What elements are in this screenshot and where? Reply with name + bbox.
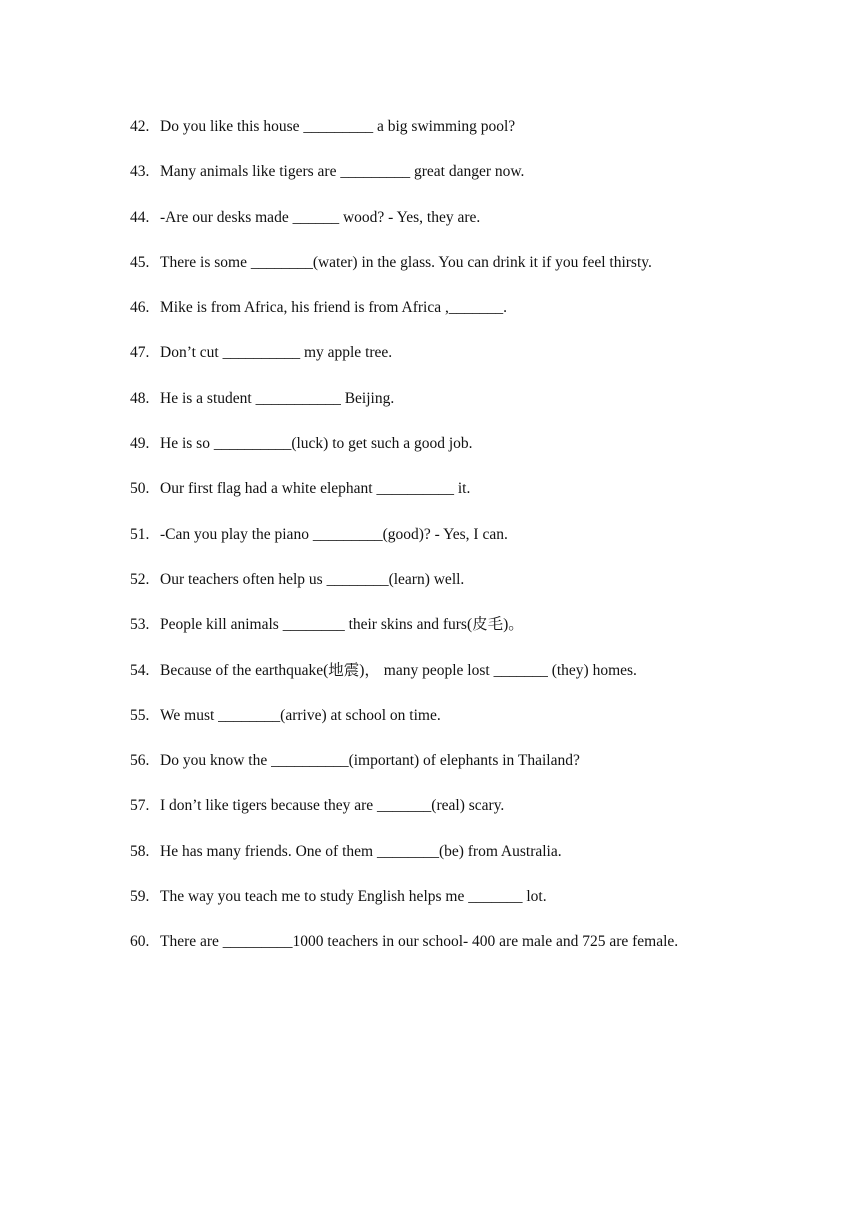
question-text: -Can you play the piano _________(good)? - Yes, I can. <box>160 525 508 543</box>
question-item <box>130 835 730 880</box>
question-list <box>130 110 730 958</box>
question-number: 44. <box>130 208 150 226</box>
question-text: Don’t cut __________ my apple tree. <box>160 344 393 362</box>
question-text: He has many friends. One of them ________(be) from Australia. <box>160 842 562 860</box>
question-text: Many animals like tigers are _________ great danger now. <box>160 163 525 181</box>
question-item <box>130 789 730 834</box>
question-text: We must ________(arrive) at school on time. <box>160 706 441 724</box>
question-number: 54. <box>130 661 150 679</box>
question-number: 59. <box>130 888 150 906</box>
question-number: 56. <box>130 752 150 770</box>
question-item <box>130 654 730 699</box>
question-text: He is so __________(luck) to get such a good job. <box>160 435 473 453</box>
question-text: Do you like this house _________ a big swimming pool? <box>160 118 516 135</box>
question-item <box>130 382 730 427</box>
question-number: 51. <box>130 525 150 543</box>
question-number: 58. <box>130 842 150 860</box>
question-item <box>130 427 730 472</box>
question-number: 55. <box>130 706 150 724</box>
question-item <box>130 608 730 653</box>
question-item <box>130 336 730 381</box>
question-text: Do you know the __________(important) of elephants in Thailand? <box>160 752 580 770</box>
question-text: Our teachers often help us ________(learn) well. <box>160 570 465 588</box>
question-text: There are _________1000 teachers in our school- 400 are male and 725 are female. <box>160 933 679 951</box>
question-number: 60. <box>130 933 150 951</box>
question-item <box>130 472 730 517</box>
question-text: Mike is from Africa, his friend is from Africa ,_______. <box>160 299 507 317</box>
question-number: 42. <box>130 118 150 135</box>
question-number: 43. <box>130 163 150 181</box>
question-number: 47. <box>130 344 150 362</box>
question-text: Our first flag had a white elephant __________ it. <box>160 480 471 498</box>
question-item <box>130 155 730 200</box>
question-number: 53. <box>130 616 150 634</box>
question-item <box>130 518 730 563</box>
question-number: 46. <box>130 299 150 317</box>
question-item <box>130 201 730 246</box>
question-item <box>130 110 730 155</box>
question-item <box>130 744 730 789</box>
question-number: 49. <box>130 435 150 453</box>
question-item <box>130 699 730 744</box>
question-text: Because of the earthquake(地震)， many people lost _______ (they) homes. <box>160 661 637 679</box>
question-text: People kill animals ________ their skins and furs(皮毛)。 <box>160 616 524 634</box>
question-item <box>130 246 730 291</box>
question-text: He is a student ___________ Beijing. <box>160 389 395 407</box>
question-item <box>130 880 730 925</box>
question-number: 45. <box>130 253 150 271</box>
question-number: 48. <box>130 389 150 407</box>
question-number: 52. <box>130 570 150 588</box>
question-text: -Are our desks made ______ wood? - Yes, they are. <box>160 208 481 226</box>
question-text: I don’t like tigers because they are _______(real) scary. <box>160 797 505 815</box>
question-item <box>130 291 730 336</box>
question-number: 57. <box>130 797 150 815</box>
question-number: 50. <box>130 480 150 498</box>
question-item <box>130 925 730 958</box>
question-text: The way you teach me to study English helps me _______ lot. <box>160 888 547 906</box>
question-item <box>130 563 730 608</box>
question-text: There is some ________(water) in the glass. You can drink it if you feel thirsty. <box>160 253 652 271</box>
